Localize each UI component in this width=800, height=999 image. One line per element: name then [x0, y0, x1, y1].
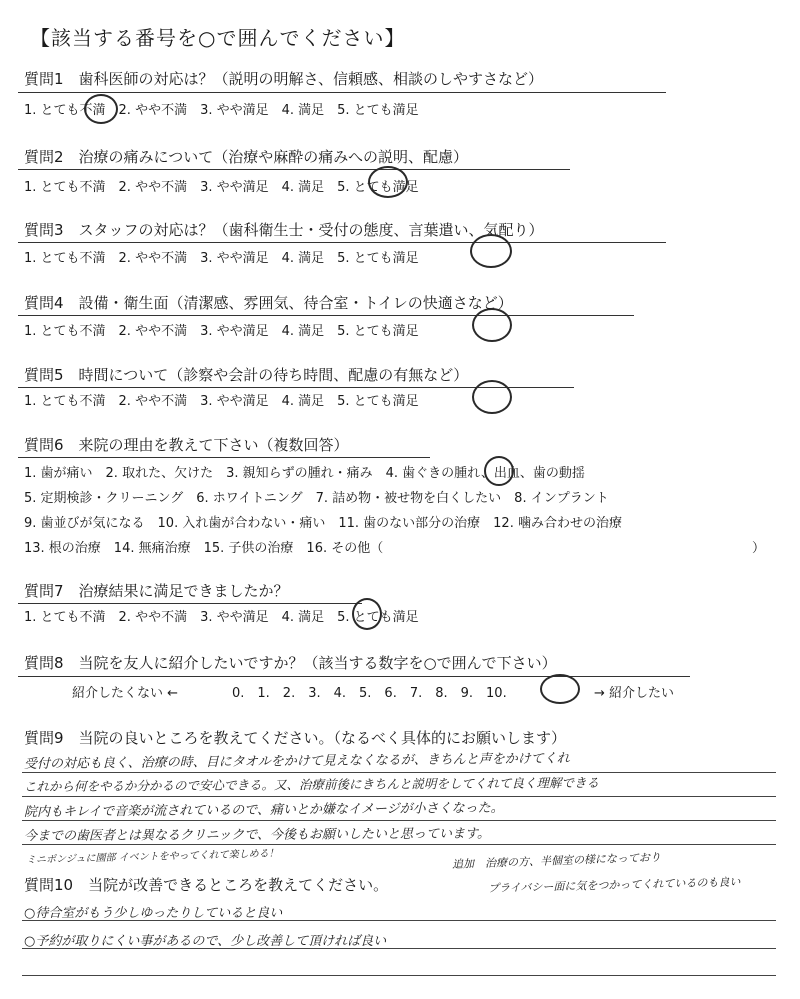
- question-3-title: 質問3 スタッフの対応は？（歯科衛生士・受付の態度、言葉遣い、気配り）: [24, 221, 544, 239]
- question-8-scale-right: → 紹介したい: [594, 686, 675, 701]
- answer-circle-q5: [472, 380, 512, 414]
- question-10-title: 質問10 当院が改善できるところを教えてください。: [24, 876, 389, 894]
- question-4-title: 質問4 設備・衛生面（清潔感、雰囲気、待合室・トイレの快適さなど）: [24, 294, 513, 312]
- q9-handwritten-line-5: ミニポンジュに園部 イベントをやってくれて楽しめる！: [25, 848, 279, 866]
- answer-line-3: [22, 820, 776, 821]
- question-6-row-4: 13. 根の治療 14. 無痛治療 15. 子供の治療 16. その他（: [24, 541, 384, 556]
- answer-circle-q8: [540, 674, 580, 704]
- question-5-options: 1. とても不満 2. やや不満 3. やや満足 4. 満足 5. とても満足: [24, 394, 419, 409]
- q9-handwritten-line-2: これから何をやるか分かるので安心できる。又、治療前後にきちんと説明をしてくれて良く理解できる: [23, 774, 600, 794]
- answer-line-4: [22, 844, 776, 845]
- question-6-paren-close: ）: [752, 541, 766, 556]
- question-2-title: 質問2 治療の痛みについて（治療や麻酔の痛みへの説明、配慮）: [24, 148, 468, 166]
- q9-handwritten-line-4: 今までの歯医者とは異なるクリニックで、今後もお願いしたいと思っています。: [23, 826, 490, 844]
- question-3-underline: [18, 242, 666, 243]
- q9-handwritten-extra-1: 追加 治療の方、半個室の様になっており: [451, 850, 662, 871]
- question-6-row-2: 5. 定期検診・クリーニング 6. ホワイトニング 7. 詰め物・被せ物を白くしたい 8. インプラント: [24, 491, 609, 506]
- question-3-options: 1. とても不満 2. やや不満 3. やや満足 4. 満足 5. とても満足: [24, 251, 419, 266]
- question-1-title: 質問1 歯科医師の対応は？（説明の明解さ、信頼感、相談のしやすさなど）: [24, 70, 543, 88]
- answer-circle-q1: [84, 94, 118, 124]
- q10-handwritten-line-2: ○予約が取りにくい事があるので、少し改善して頂ければ良い: [24, 934, 387, 949]
- question-8-title: 質問8 当院を友人に紹介したいですか？（該当する数字を○で囲んで下さい）: [24, 654, 557, 672]
- answer-circle-q4: [472, 308, 512, 342]
- answer-circle-q3: [470, 234, 512, 268]
- q9-handwritten-line-1: 受付の対応も良く、治療の時、目にタオルをかけて見えなくなるが、きちんと声をかけてくれ: [23, 751, 570, 772]
- answer-circle-q6: [484, 456, 514, 486]
- q10-handwritten-line-1: ○待合室がもう少しゆったりしていると良い: [24, 906, 283, 921]
- question-8-scale-numbers: 0. 1. 2. 3. 4. 5. 6. 7. 8. 9. 10.: [232, 686, 507, 701]
- question-9-title: 質問9 当院の良いところを教えてください。（なるべく具体的にお願いします）: [24, 729, 567, 747]
- answer-circle-q7: [352, 598, 382, 630]
- instruction-header: 【該当する番号を○で囲んでください】: [30, 26, 406, 50]
- answer-line-7: [22, 975, 776, 976]
- question-2-underline: [18, 169, 570, 170]
- question-7-title: 質問7 治療結果に満足できましたか？: [24, 582, 289, 600]
- q9-handwritten-line-3: 院内もキレイで音楽が流されているので、痛いとか嫌なイメージが小さくなった。: [23, 800, 504, 820]
- question-2-options: 1. とても不満 2. やや不満 3. やや満足 4. 満足 5. とても満足: [24, 180, 419, 195]
- question-6-row-3: 9. 歯並びが気になる 10. 入れ歯が合わない・痛い 11. 歯のない部分の治療 12. 噛み合わせの治療: [24, 516, 622, 531]
- question-4-underline: [18, 315, 634, 316]
- q9-handwritten-extra-2: プライバシー面に気をつかってくれているのも良い: [487, 875, 741, 895]
- question-1-options: 1. とても不満 2. やや不満 3. やや満足 4. 満足 5. とても満足: [24, 103, 419, 118]
- question-7-underline: [18, 603, 362, 604]
- question-7-options: 1. とても不満 2. やや不満 3. やや満足 4. 満足 5. とても満足: [24, 610, 419, 625]
- question-5-title: 質問5 時間について（診察や会計の待ち時間、配慮の有無など）: [24, 366, 469, 384]
- question-6-underline: [18, 457, 430, 458]
- question-8-underline: [18, 676, 690, 677]
- answer-circle-q2: [368, 166, 408, 198]
- question-1-underline: [18, 92, 666, 93]
- answer-line-1: [22, 772, 776, 773]
- question-6-title: 質問6 来院の理由を教えて下さい（複数回答）: [24, 436, 349, 454]
- question-8-scale-left: 紹介したくない ←: [72, 686, 179, 701]
- question-4-options: 1. とても不満 2. やや不満 3. やや満足 4. 満足 5. とても満足: [24, 324, 419, 339]
- question-6-row-1: 1. 歯が痛い 2. 取れた、欠けた 3. 親知らずの腫れ・痛み 4. 歯ぐきの腫れ、出血、歯の動揺: [24, 466, 585, 481]
